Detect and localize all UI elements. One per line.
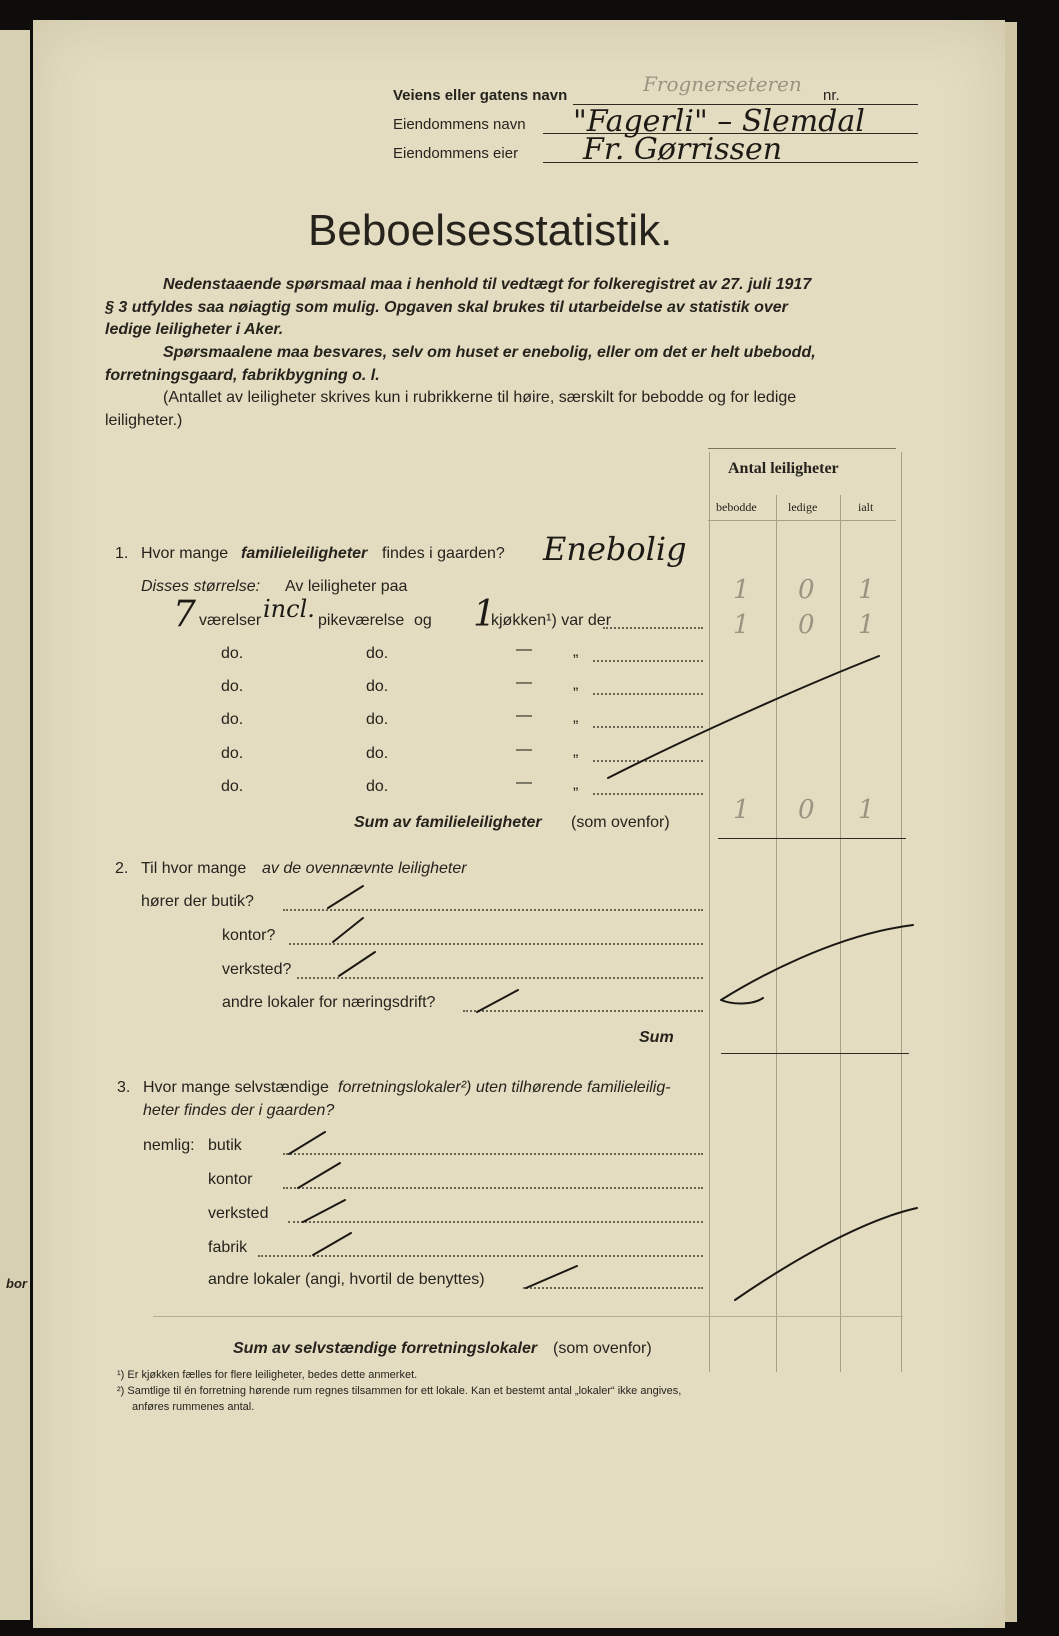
q1-text-c: findes i gaarden? <box>382 545 505 562</box>
quote-mark: „ <box>573 676 579 693</box>
nr-label: nr. <box>823 87 840 104</box>
q1-row-value-ialt: 1 <box>858 575 875 605</box>
do-label: do. <box>221 678 244 695</box>
owner-value: Fr. Gørrissen <box>583 132 783 167</box>
quote-mark: „ <box>573 743 579 760</box>
intro-line-5: forretningsgaard, fabrikbygning o. l. <box>105 367 380 384</box>
do-label: do. <box>221 711 244 728</box>
q1-row-value-bebodde: 1 <box>733 575 750 605</box>
intro-line-1: Nedenstaaende spørsmaal maa i henhold til vedtægt for folkeregistret av 27. juli 1917 <box>163 276 812 293</box>
q1-sum-ialt: 1 <box>858 795 875 825</box>
do-label: do. <box>366 678 389 695</box>
col-bebodde: bebodde <box>716 500 757 514</box>
q1-size-label: Disses størrelse: <box>141 578 261 595</box>
q3-andre: andre lokaler (angi, hvortil de benyttes) <box>208 1271 485 1288</box>
q1-rooms-label: værelser <box>199 612 262 629</box>
q1-text-b: familieleiligheter <box>241 545 368 562</box>
q3-kontor-tick <box>298 1163 340 1188</box>
q1-kitchen-value: 1 <box>473 594 496 635</box>
q2-kontor-tick <box>333 918 363 942</box>
q2-andre: andre lokaler for næringsdrift? <box>222 994 436 1011</box>
q3-fabrik: fabrik <box>208 1239 248 1256</box>
left-page-strip <box>0 30 30 1620</box>
page-edge <box>1005 22 1017 1622</box>
dash: — <box>516 674 532 691</box>
do-label: do. <box>221 645 244 662</box>
q1-rooms-value: 7 <box>173 594 196 635</box>
q3-text-c: heter findes der i gaarden? <box>143 1102 335 1119</box>
q3-number: 3. <box>117 1079 131 1096</box>
q1-row-value-ledige: 0 <box>798 575 815 605</box>
intro-line-6: (Antallet av leiligheter skrives kun i rubrikkerne til høire, særskilt for bebodde og for ledige <box>163 389 797 406</box>
left-page-fragment: bor <box>6 1276 27 1291</box>
q3-butik-tick <box>289 1132 325 1154</box>
q1-number: 1. <box>115 545 129 562</box>
intro-line-3: ledige leiligheter i Aker. <box>105 321 284 338</box>
q3-verksted-tick <box>303 1200 345 1222</box>
footnote-2: ²) Samtlige til én forretning hørende rum regnes tilsammen for ett lokale. Kan et bestemt antal „lokaler“ ikke angives, <box>117 1385 682 1397</box>
q3-andre-tick <box>526 1266 577 1288</box>
q3-nemlig: nemlig: <box>143 1137 195 1154</box>
intro-line-7: leiligheter.) <box>105 412 183 429</box>
owner-label: Eiendommens eier <box>393 145 519 162</box>
page-title: Beboelsesstatistik. <box>308 206 673 255</box>
q1-size-value-bebodde: 1 <box>733 610 750 640</box>
q2-sum: Sum <box>639 1029 674 1046</box>
q1-maid-label: pikeværelse <box>318 612 405 629</box>
col-ialt: ialt <box>858 500 874 514</box>
q1-sum-bebodde: 1 <box>733 795 750 825</box>
table-title: Antal leiligheter <box>728 460 839 477</box>
q2-text-b: av de ovennævnte leiligheter <box>262 860 467 877</box>
footnote-1: ¹) Er kjøkken fælles for flere leiligheter, bedes dette anmerket. <box>117 1369 418 1381</box>
handwritten-strokes <box>33 20 1005 1628</box>
do-label: do. <box>366 745 389 762</box>
dash: — <box>516 774 532 791</box>
dash: — <box>516 741 532 758</box>
quote-mark: „ <box>573 709 579 726</box>
q1-answer: Enebolig <box>543 530 687 568</box>
q1-size-text: Av leiligheter paa <box>285 578 408 595</box>
footnote-3: anføres rummenes antal. <box>132 1401 255 1413</box>
q3-kontor: kontor <box>208 1171 253 1188</box>
property-name-value: "Fagerli" – Slemdal <box>573 104 865 139</box>
q2-verksted: verksted? <box>222 961 292 978</box>
quote-mark: „ <box>573 643 579 660</box>
do-label: do. <box>221 745 244 762</box>
q1-size-value-ledige: 0 <box>798 610 815 640</box>
q2-butik: hører der butik? <box>141 893 254 910</box>
intro-line-4: Spørsmaalene maa besvares, selv om huset er enebolig, eller om det er helt ubebodd, <box>163 344 816 361</box>
q3-cross-out-stroke <box>735 1208 917 1300</box>
quote-mark: „ <box>573 776 579 793</box>
q3-text-a: Hvor mange selvstændige <box>143 1079 329 1096</box>
dash: — <box>516 641 532 658</box>
col-ledige: ledige <box>788 500 818 514</box>
street-label: Veiens eller gatens navn <box>393 87 568 104</box>
q1-cross-out-stroke <box>608 656 879 778</box>
q2-cross-out-stroke <box>721 925 913 1004</box>
q3-butik: butik <box>208 1137 242 1154</box>
q3-verksted: verksted <box>208 1205 269 1222</box>
property-name-label: Eiendommens navn <box>393 116 526 133</box>
do-label: do. <box>366 778 389 795</box>
q3-sum-label: Sum av selvstændige forretningslokaler <box>233 1340 538 1357</box>
intro-line-2: § 3 utfyldes saa nøiagtig som mulig. Opgaven skal brukes til utarbeidelse av statistik over <box>105 299 788 316</box>
q3-text-b: forretningslokaler²) uten tilhørende familieleilig- <box>338 1079 671 1096</box>
q2-number: 2. <box>115 860 129 877</box>
q2-text-a: Til hvor mange <box>141 860 247 877</box>
q2-butik-tick <box>328 886 363 908</box>
street-value: Frognerseteren <box>643 72 802 96</box>
q1-sum-ledige: 0 <box>798 795 815 825</box>
do-label: do. <box>366 711 389 728</box>
q3-fabrik-tick <box>313 1233 351 1255</box>
q1-incl-value: incl. <box>263 595 315 623</box>
q1-size-value-ialt: 1 <box>858 610 875 640</box>
q3-sum-label-b: (som ovenfor) <box>553 1340 652 1357</box>
q1-sum-label-b: (som ovenfor) <box>571 814 670 831</box>
do-label: do. <box>366 645 389 662</box>
q2-verksted-tick <box>339 952 375 976</box>
q1-og: og <box>414 612 432 629</box>
q2-kontor: kontor? <box>222 927 276 944</box>
dash: — <box>516 707 532 724</box>
do-label: do. <box>221 778 244 795</box>
form-page <box>33 20 1005 1628</box>
q1-sum-label: Sum av familieleiligheter <box>354 814 542 831</box>
q1-text-a: Hvor mange <box>141 545 229 562</box>
q2-andre-tick <box>477 990 518 1012</box>
q1-kitchen-label: kjøkken¹) var der <box>491 612 612 629</box>
